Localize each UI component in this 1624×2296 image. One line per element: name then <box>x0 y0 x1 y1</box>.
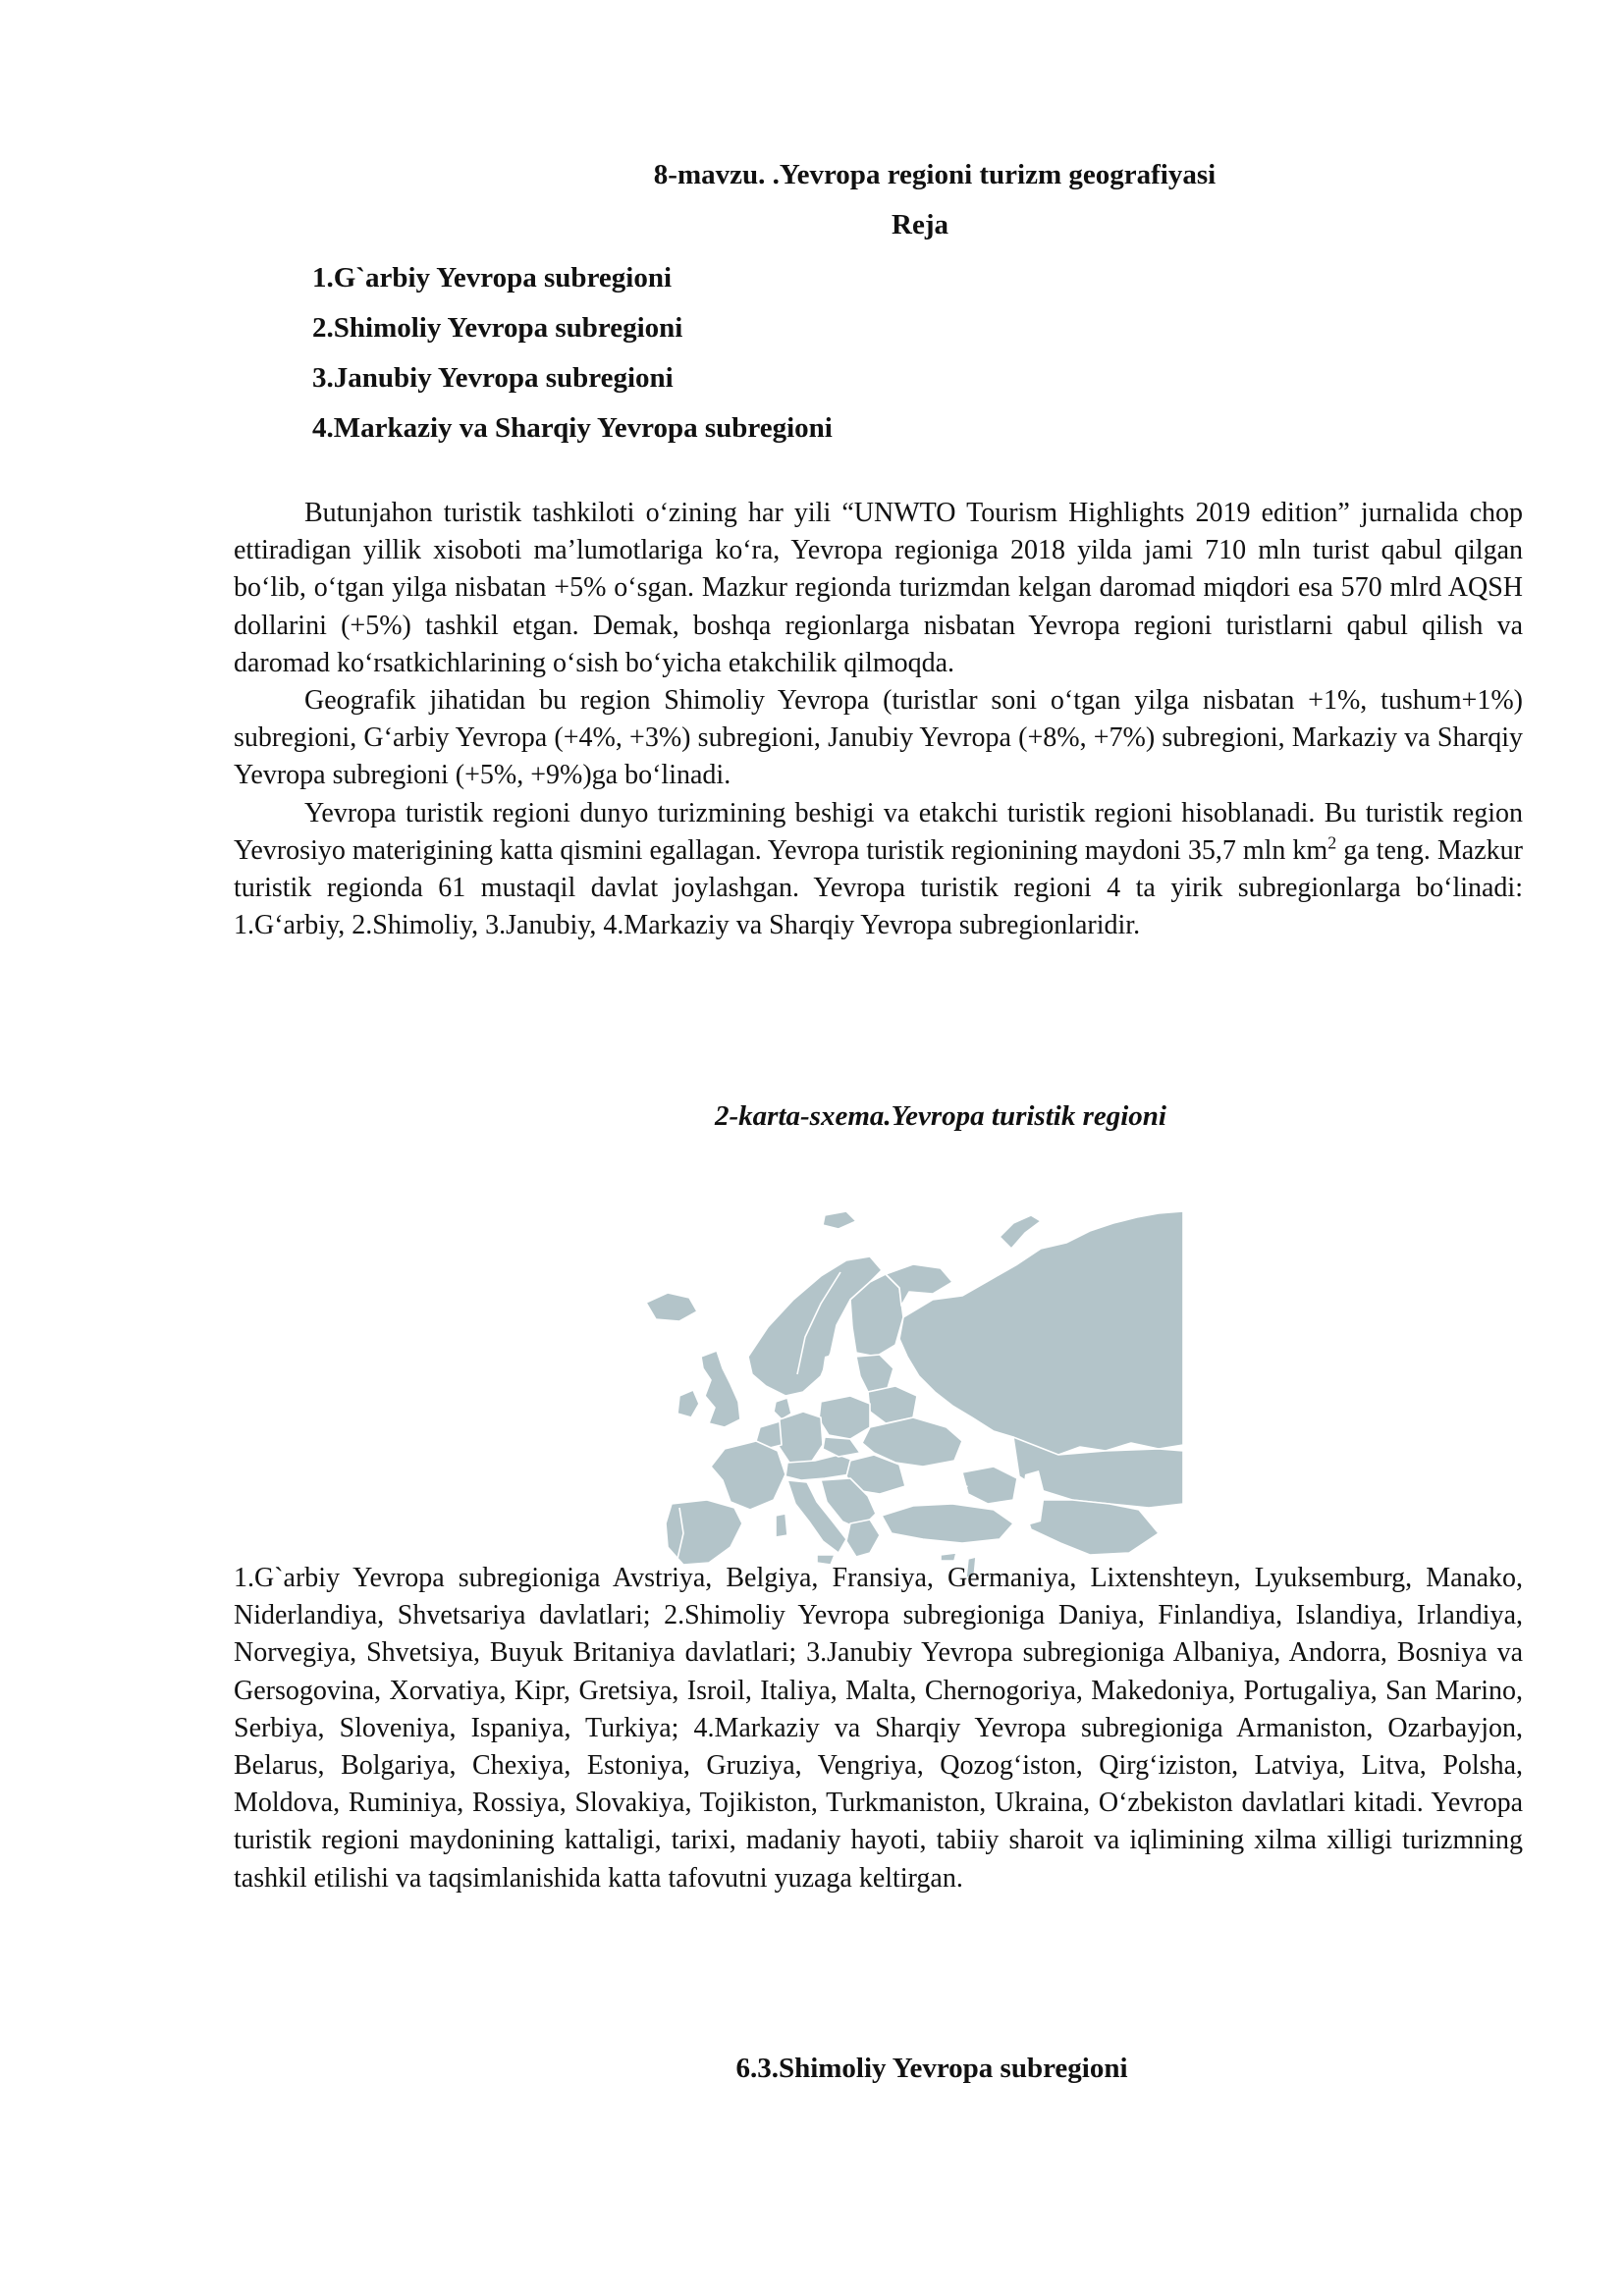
map-baltic-sea <box>821 1353 846 1396</box>
europe-map <box>628 1209 1183 1577</box>
section-heading: 6.3.Shimoliy Yevropa subregioni <box>735 2053 1128 2084</box>
plan-label: Reja <box>892 209 948 240</box>
map-svalbard <box>823 1211 856 1229</box>
map-caucasus <box>962 1467 1017 1504</box>
map-france <box>711 1441 785 1510</box>
map-novaya-zemlya <box>1000 1215 1041 1249</box>
plan-item: 2.Shimoliy Yevropa subregioni <box>312 312 683 344</box>
map-germany <box>778 1412 823 1463</box>
countries-text-block <box>234 1560 1523 1897</box>
map-baltics <box>856 1355 893 1392</box>
superscript: 2 <box>1327 832 1337 853</box>
map-caption: 2-karta-sxema.Yevropa turistik regioni <box>715 1100 1166 1132</box>
map-iceland <box>646 1293 697 1321</box>
map-czech <box>823 1437 860 1457</box>
paragraph-unwto: Butunjahon turistik tashkiloti o‘zining har yili “UNWTO Tourism Highlights 2019 edition” jurnalida chop ettiradigan yillik xisoboti ma’lumotlariga ko‘ra, Yevropa regioniga 2018 yilda jami 710 mln turist qabul qilgan bo‘lib, o‘tgan yilga nisbatan +5% o‘sgan. Mazkur regionda turizmdan kelgan daromad miqdori esa 570 mlrd AQSH dollarini (+5%) tashkil etgan. Demak, boshqa regionlarga nisbatan Yevropa regioni turistlarni qabul qilish va daromad ko‘rsatkichlarining o‘sish bo‘yicha etakchilik qilmoqda. <box>234 498 1523 678</box>
page-title: 8-mavzu. .Yevropa regioni turizm geografiyasi <box>653 159 1217 190</box>
map-black-sea <box>905 1474 968 1504</box>
map-sardinia <box>776 1514 787 1537</box>
map-poland <box>819 1396 870 1439</box>
plan-item: 4.Markaziy va Sharqiy Yevropa subregioni <box>312 412 833 444</box>
paragraph-text-b: ga teng. Mazkur turistik regionda 61 mustaqil davlat joylashgan. Yevropa turistik regioni 4 ta yirik subregionlarga bo‘linadi: 1.G‘arbiy, 2.Shimoliy, 3.Janubiy, 4.Markaziy va Sharqiy Yevropa subregionlaridir. <box>234 834 1523 941</box>
paragraph-text-a: Yevropa turistik regioni dunyo turizmining beshigi va etakchi turistik regioni hisoblanadi. Bu turistik region Yevrosiyo materigining katta qismini egallagan. Yevropa turistik regionining maydoni 35,7 mln km <box>234 797 1523 866</box>
plan-list <box>312 253 833 454</box>
map-greece <box>846 1520 880 1557</box>
map-ireland <box>677 1390 699 1417</box>
plan-item: 3.Janubiy Yevropa subregioni <box>312 362 674 394</box>
map-great-britain <box>701 1351 740 1427</box>
map-russia <box>899 1211 1183 1455</box>
map-turkey <box>882 1504 1013 1543</box>
paragraph-region-overview <box>234 795 1523 945</box>
paragraph-subregions: Geografik jihatidan bu region Shimoliy Yevropa (turistlar soni o‘tgan yilga nisbatan +1%, tushum+1%) subregioni, G‘arbiy Yevropa (+4%, +3%) subregioni, Janubiy Yevropa (+8%, +7%) subregioni, Markaziy va Sharqiy Yevropa subregioni (+5%, +9%)ga bo‘linadi. <box>234 685 1523 791</box>
body-text <box>234 495 1523 944</box>
plan-item: 1.G`arbiy Yevropa subregioni <box>312 262 673 294</box>
paragraph-countries: 1.G`arbiy Yevropa subregioniga Avstriya, Belgiya, Fransiya, Germaniya, Lixtenshteyn, Lyuksemburg, Manako, Niderlandiya, Shvetsariya davlatlari; 2.Shimoliy Yevropa subregioniga Daniya, Finlandiya, Islandiya, Irlandiya, Norvegiya, Shvetsiya, Buyuk Britaniya davlatlari; 3.Janubiy Yevropa subregioniga Albaniya, Andorra, Bosniya va Gersogovina, Xorvatiya, Kipr, Gretsiya, Isroil, Italiya, Malta, Chernogoriya, Makedoniya, Portugaliya, San Marino, Serbiya, Sloveniya, Ispaniya, Turkiya; 4.Markaziy va Sharqiy Yevropa subregioniga Armaniston, Ozarbayjon, Belarus, Bolgariya, Chexiya, Estoniya, Gruziya, Vengriya, Qozog‘iston, Qirg‘iziston, Latviya, Litva, Polsha, Moldova, Ruminiya, Rossiya, Slovakiya, Tojikiston, Turkmaniston, Ukraina, O‘zbekiston davlatlari kitadi. Yevropa turistik regioni maydonining kattaligi, tarixi, madaniy hayoti, tabiiy sharoit va iqlimining xilma xilligi turizmning tashkil etilishi va taqsimlanishida katta tafovutni yuzaga keltirgan. <box>234 1563 1523 1894</box>
map-iberia <box>666 1500 742 1565</box>
